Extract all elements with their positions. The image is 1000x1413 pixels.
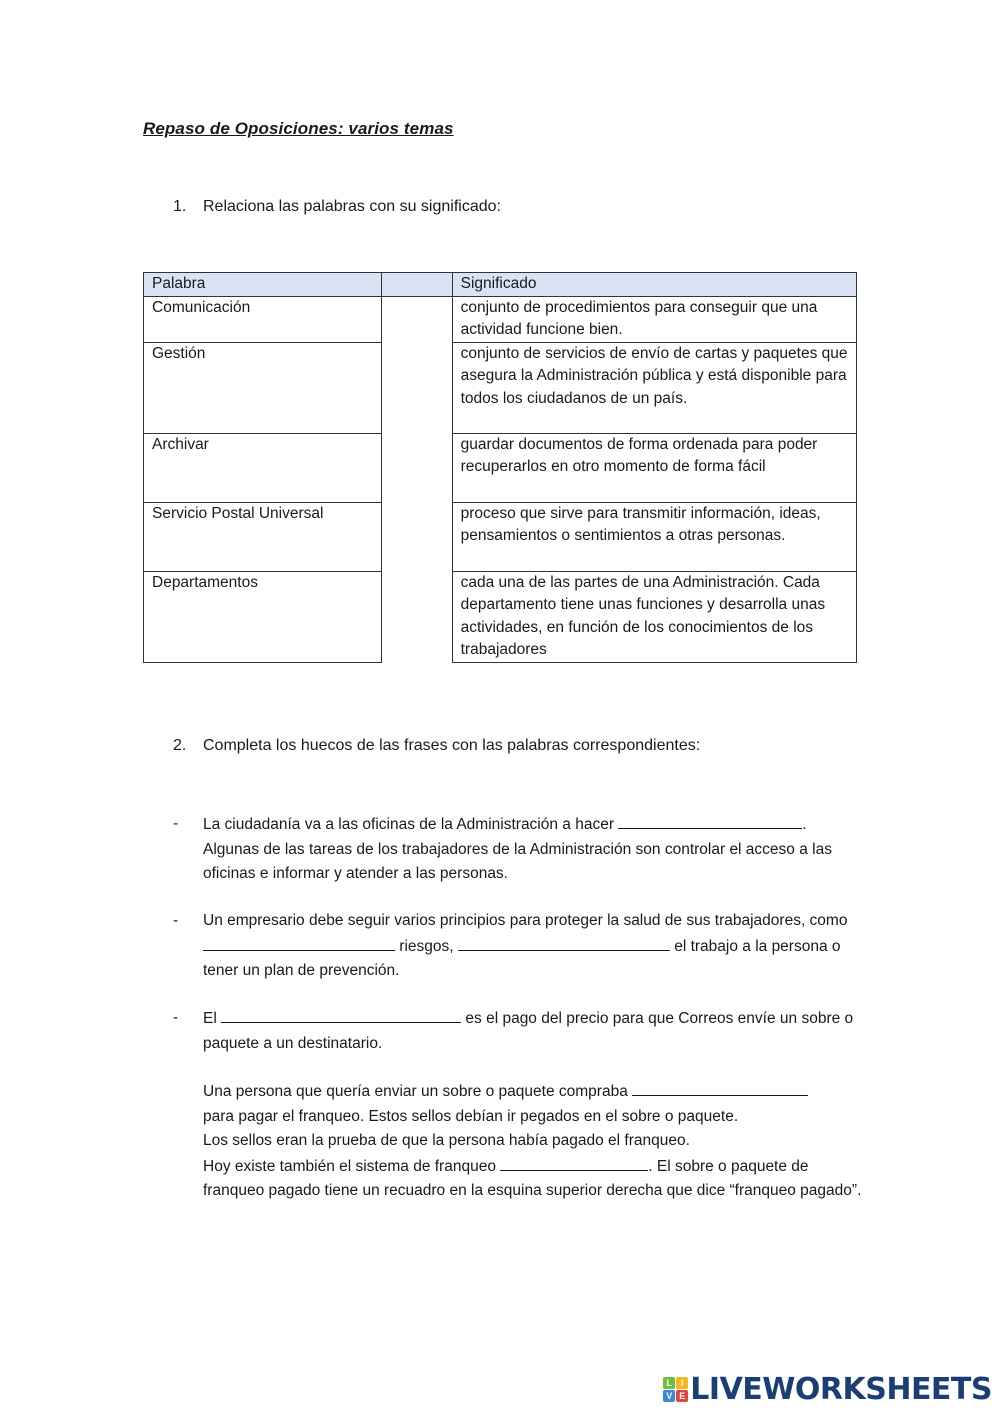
sentence-text: para pagar el franqueo. Estos sellos debían ir pegados en el sobre o paquete. <box>203 1107 739 1125</box>
meaning-cell[interactable]: conjunto de procedimientos para conseguir que una actividad funcione bien. <box>452 296 856 342</box>
blank-input[interactable] <box>632 1079 808 1096</box>
word-cell[interactable]: Gestión <box>144 342 382 433</box>
table-header-row <box>144 273 857 297</box>
word-cell[interactable]: Servicio Postal Universal <box>144 502 382 571</box>
table-row <box>144 342 857 433</box>
fill-item-3 <box>173 1006 863 1056</box>
sentence-text: . Algunas de las tareas de los trabajadores de la Administración son controlar el acceso a las oficinas e informar y atender a las personas. <box>203 816 832 882</box>
blank-input[interactable] <box>221 1006 461 1023</box>
sentence-text: La ciudadanía va a las oficinas de la Administración a hacer <box>203 816 619 833</box>
table-row <box>144 433 857 502</box>
fill-item-2 <box>173 909 863 984</box>
connector-gap[interactable] <box>381 296 452 662</box>
meaning-cell[interactable]: conjunto de servicios de envío de cartas y paquetes que asegura la Administración pública y está disponible para todos los ciudadanos de un país. <box>452 342 856 433</box>
question-2-heading <box>173 737 700 755</box>
sentence-text: El <box>203 1010 222 1027</box>
sentence-text: Un empresario debe seguir varios principios para proteger la salud de sus trabajadores, como <box>203 912 848 929</box>
sentence-text: es el pago del precio para que Correos envíe un sobre o paquete a un destinatario. <box>203 1010 854 1052</box>
bullet-dash: - <box>173 1009 179 1026</box>
sentence-text: el trabajo a la persona o tener un plan de prevención. <box>203 937 841 979</box>
blank-input[interactable] <box>458 934 670 951</box>
header-palabra: Palabra <box>144 273 382 297</box>
page-title: Repaso de Oposiciones: varios temas <box>143 119 454 138</box>
sentence-text: riesgos, <box>395 937 458 955</box>
question-instruction: Completa los huecos de las frases con las palabras correspondientes: <box>203 737 701 754</box>
logo-text: LIVEWORKSHEETS <box>690 1372 992 1407</box>
matching-table <box>143 272 857 663</box>
meaning-cell[interactable]: cada una de las partes de una Administración. Cada departamento tiene unas funciones y desarrolla unas actividades, en función de los conocimientos de los trabajadores <box>452 571 856 662</box>
blank-input[interactable] <box>500 1154 648 1171</box>
word-cell[interactable]: Archivar <box>144 433 382 502</box>
sentence-text: Hoy existe también el sistema de franqueo <box>203 1157 501 1175</box>
blank-input[interactable] <box>203 934 395 951</box>
question-number: 2. <box>173 737 187 754</box>
fill-item-1 <box>173 812 863 887</box>
logo-square-e: E <box>676 1390 688 1402</box>
meaning-cell[interactable]: proceso que sirve para transmitir información, ideas, pensamientos o sentimientos a otras personas. <box>452 502 856 571</box>
bullet-dash: - <box>173 912 179 929</box>
header-significado: Significado <box>452 273 856 297</box>
word-cell[interactable]: Departamentos <box>144 571 382 662</box>
logo-square-i: I <box>676 1377 688 1389</box>
header-gap <box>381 273 452 297</box>
franqueo-paragraph <box>203 1079 863 1204</box>
word-cell[interactable]: Comunicación <box>144 296 382 342</box>
blank-input[interactable] <box>618 812 802 829</box>
logo-squares-icon <box>663 1377 688 1402</box>
table-row <box>144 571 857 662</box>
sentence-text: Los sellos eran la prueba de que la persona había pagado el franqueo. <box>203 1132 690 1149</box>
logo-square-l: L <box>663 1377 675 1389</box>
question-1-heading <box>173 198 501 216</box>
logo-square-v: V <box>663 1390 675 1402</box>
table-row <box>144 296 857 342</box>
question-instruction: Relaciona las palabras con su significado: <box>203 198 501 215</box>
sentence-text: . El sobre o paquete de franqueo pagado tiene un recuadro en la esquina superior derecha que dice “franqueo pagado”. <box>203 1157 862 1199</box>
sentence-text: Una persona que quería enviar un sobre o paquete compraba <box>203 1083 633 1100</box>
liveworksheets-logo <box>663 1372 992 1407</box>
meaning-cell[interactable]: guardar documentos de forma ordenada para poder recuperarlos en otro momento de forma fácil <box>452 433 856 502</box>
table-row <box>144 502 857 571</box>
bullet-dash: - <box>173 815 179 832</box>
question-number: 1. <box>173 198 187 215</box>
